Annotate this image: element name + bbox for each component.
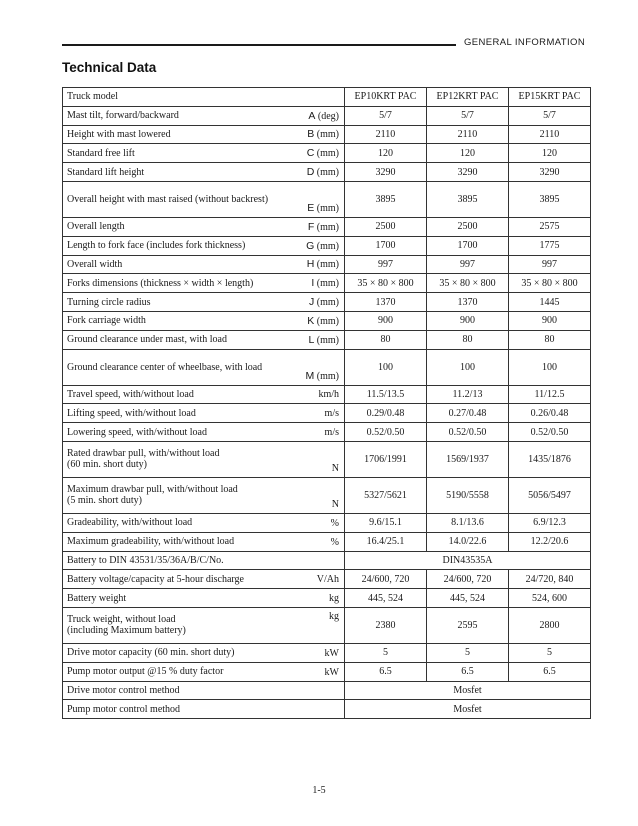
parameter-label: Pump motor control method	[67, 703, 181, 715]
table-row	[63, 532, 591, 551]
parameter-cell	[63, 700, 345, 719]
parameter-cell	[63, 349, 345, 385]
dimension-letter: E	[307, 201, 315, 214]
parameter-cell	[63, 330, 345, 349]
parameter-label: Drive motor control method	[67, 684, 180, 696]
parameter-cell	[63, 385, 345, 404]
value-cell: 24/600, 720	[345, 570, 427, 589]
parameter-cell	[63, 570, 345, 589]
value-cell: 5	[427, 643, 509, 662]
merged-value-cell: Mosfet	[345, 700, 591, 719]
unit-label	[307, 259, 339, 270]
parameter-cell	[63, 274, 345, 293]
parameter-cell	[63, 311, 345, 330]
value-cell: 2500	[345, 217, 427, 236]
value-cell: 2575	[509, 217, 591, 236]
value-cell: 12.2/20.6	[509, 532, 591, 551]
parameter-label: Length to fork face (includes fork thickness)	[67, 240, 246, 252]
parameter-label: (60 min. short duty)	[67, 459, 147, 471]
value-cell: 35 × 80 × 800	[345, 274, 427, 293]
value-cell: 8.1/13.6	[427, 513, 509, 532]
value-cell: 5056/5497	[509, 477, 591, 513]
value-cell: 1706/1991	[345, 441, 427, 477]
value-cell: 5/7	[509, 106, 591, 125]
value-cell: 1569/1937	[427, 441, 509, 477]
table-row	[63, 589, 591, 608]
table-row	[63, 700, 591, 719]
value-cell: 6.9/12.3	[509, 513, 591, 532]
parameter-label: Lifting speed, with/without load	[67, 407, 196, 419]
parameter-cell	[63, 513, 345, 532]
value-cell: 2110	[509, 125, 591, 144]
table-row	[63, 106, 591, 125]
table-row	[63, 607, 591, 643]
parameter-cell	[63, 404, 345, 423]
table-row	[63, 274, 591, 293]
parameter-label: Battery voltage/capacity at 5-hour discharge	[67, 573, 244, 585]
value-cell: 997	[345, 255, 427, 274]
value-cell: 9.6/15.1	[345, 513, 427, 532]
unit-text: m/s	[324, 426, 339, 438]
table-row	[63, 144, 591, 163]
parameter-cell	[63, 163, 345, 182]
unit-label	[325, 408, 339, 419]
parameter-label: Fork carriage width	[67, 315, 146, 327]
table-row	[63, 477, 591, 513]
parameter-label: Standard lift height	[67, 166, 145, 178]
parameter-label: Pump motor output @15 % duty factor	[67, 666, 224, 678]
header-section-title: GENERAL INFORMATION	[464, 37, 586, 48]
value-cell: 900	[509, 311, 591, 330]
table-row	[63, 236, 591, 255]
value-cell: 997	[427, 255, 509, 274]
parameter-label: Travel speed, with/without load	[67, 388, 194, 400]
unit-text: (mm)	[316, 240, 339, 252]
table-row	[63, 441, 591, 477]
parameter-label: Battery to DIN 43531/35/36A/B/C/No.	[67, 554, 224, 566]
parameter-cell	[63, 441, 345, 477]
unit-text: (mm)	[316, 259, 339, 271]
unit-label	[308, 335, 339, 346]
parameter-label: Overall width	[67, 258, 123, 270]
unit-label	[318, 389, 339, 400]
unit-text: N	[331, 462, 339, 474]
unit-text: (mm)	[316, 202, 339, 214]
table-row	[63, 385, 591, 404]
parameter-label: (including Maximum battery)	[67, 625, 186, 637]
value-cell: 0.52/0.50	[427, 423, 509, 442]
unit-label	[325, 667, 339, 678]
unit-label	[308, 222, 339, 233]
value-cell: 5190/5558	[427, 477, 509, 513]
dimension-letter: B	[307, 128, 315, 141]
unit-label	[332, 463, 339, 474]
header-rule	[62, 44, 456, 46]
header-label-cell	[63, 88, 345, 107]
table-row	[63, 551, 591, 570]
value-cell: 35 × 80 × 800	[427, 274, 509, 293]
value-cell: 80	[345, 330, 427, 349]
parameter-label: Ground clearance under mast, with load	[67, 334, 227, 346]
parameter-cell	[63, 181, 345, 217]
table-row	[63, 423, 591, 442]
value-cell: 5/7	[345, 106, 427, 125]
page-number: 1-5	[312, 785, 326, 796]
technical-data-table	[62, 87, 591, 719]
value-cell: 3290	[345, 163, 427, 182]
value-cell: 2800	[509, 607, 591, 643]
value-cell: 11.5/13.5	[345, 385, 427, 404]
value-cell: 80	[509, 330, 591, 349]
unit-text: %	[330, 536, 339, 548]
dimension-letter: F	[307, 220, 315, 233]
merged-value-cell: DIN43535A	[345, 551, 591, 570]
value-cell: 5327/5621	[345, 477, 427, 513]
value-cell: 445, 524	[345, 589, 427, 608]
table-header-row	[63, 88, 591, 107]
unit-label	[331, 537, 339, 548]
unit-text: (mm)	[316, 148, 339, 160]
unit-label	[307, 148, 339, 159]
value-cell: 100	[427, 349, 509, 385]
parameter-label: Height with mast lowered	[67, 128, 171, 140]
value-cell: 445, 524	[427, 589, 509, 608]
unit-text: m/s	[324, 408, 339, 420]
header-model-3: EP15KRT PAC	[509, 88, 591, 107]
unit-text: (mm)	[316, 166, 339, 178]
unit-text: (mm)	[316, 278, 339, 290]
value-cell: 14.0/22.6	[427, 532, 509, 551]
table-row	[63, 217, 591, 236]
unit-label	[325, 427, 339, 438]
unit-text: kg	[329, 592, 339, 604]
header-model-1: EP10KRT PAC	[345, 88, 427, 107]
page-title: Technical Data	[62, 60, 157, 75]
unit-text: (mm)	[316, 370, 339, 382]
dimension-letter: D	[306, 165, 315, 178]
unit-text: N	[331, 498, 339, 510]
unit-label	[329, 611, 339, 622]
value-cell: 6.5	[345, 662, 427, 681]
value-cell: 2380	[345, 607, 427, 643]
value-cell: 1370	[427, 293, 509, 312]
value-cell: 11.2/13	[427, 385, 509, 404]
parameter-cell	[63, 681, 345, 700]
parameter-label: Gradeability, with/without load	[67, 517, 193, 529]
value-cell: 524, 600	[509, 589, 591, 608]
unit-text: (deg)	[317, 110, 339, 122]
value-cell: 2110	[427, 125, 509, 144]
parameter-label: Overall length	[67, 221, 125, 233]
value-cell: 16.4/25.1	[345, 532, 427, 551]
parameter-label: (5 min. short duty)	[67, 495, 142, 507]
unit-label	[317, 574, 339, 585]
parameter-cell	[63, 589, 345, 608]
dimension-letter: L	[308, 333, 315, 346]
parameter-cell	[63, 643, 345, 662]
dimension-letter: G	[306, 239, 315, 252]
unit-label	[332, 499, 339, 510]
value-cell: 120	[509, 144, 591, 163]
parameter-label: Overall height with mast raised (without backrest)	[67, 193, 269, 205]
value-cell: 5	[509, 643, 591, 662]
dimension-letter: I	[311, 277, 315, 290]
merged-value-cell: Mosfet	[345, 681, 591, 700]
unit-label	[306, 241, 339, 252]
unit-text: (mm)	[316, 129, 339, 141]
dimension-letter: C	[306, 147, 315, 160]
unit-label	[311, 278, 339, 289]
value-cell: 1775	[509, 236, 591, 255]
unit-text: %	[330, 517, 339, 529]
value-cell: 1370	[345, 293, 427, 312]
value-cell: 35 × 80 × 800	[509, 274, 591, 293]
value-cell: 120	[427, 144, 509, 163]
table-row	[63, 330, 591, 349]
value-cell: 900	[427, 311, 509, 330]
value-cell: 5/7	[427, 106, 509, 125]
value-cell: 5	[345, 643, 427, 662]
parameter-cell	[63, 532, 345, 551]
table-row	[63, 293, 591, 312]
value-cell: 3895	[427, 181, 509, 217]
parameter-cell	[63, 662, 345, 681]
dimension-letter: K	[307, 314, 315, 327]
unit-text: kg	[329, 610, 339, 622]
value-cell: 2110	[345, 125, 427, 144]
value-cell: 6.5	[427, 662, 509, 681]
parameter-label: Maximum gradeability, with/without load	[67, 536, 235, 548]
value-cell: 100	[509, 349, 591, 385]
table-row	[63, 349, 591, 385]
value-cell: 3895	[509, 181, 591, 217]
unit-label	[307, 203, 339, 214]
header-model-2: EP12KRT PAC	[427, 88, 509, 107]
parameter-cell	[63, 551, 345, 570]
unit-label	[307, 129, 339, 140]
value-cell: 0.52/0.50	[345, 423, 427, 442]
unit-text: (mm)	[316, 315, 339, 327]
value-cell: 3290	[509, 163, 591, 182]
unit-text: (mm)	[316, 334, 339, 346]
table-row	[63, 513, 591, 532]
value-cell: 0.29/0.48	[345, 404, 427, 423]
unit-text: (mm)	[316, 221, 339, 233]
value-cell: 2500	[427, 217, 509, 236]
table-row	[63, 404, 591, 423]
value-cell: 24/720, 840	[509, 570, 591, 589]
parameter-label: Standard free lift	[67, 147, 135, 159]
parameter-label: Rated drawbar pull, with/without load	[67, 448, 220, 460]
parameter-cell	[63, 125, 345, 144]
parameter-cell	[63, 217, 345, 236]
table-row	[63, 181, 591, 217]
value-cell: 997	[509, 255, 591, 274]
table-row	[63, 681, 591, 700]
unit-label	[308, 111, 339, 122]
dimension-letter: A	[308, 109, 316, 122]
parameter-label: Forks dimensions (thickness × width × length)	[67, 277, 254, 289]
value-cell: 2595	[427, 607, 509, 643]
parameter-cell	[63, 293, 345, 312]
value-cell: 0.26/0.48	[509, 404, 591, 423]
parameter-cell	[63, 423, 345, 442]
value-cell: 1445	[509, 293, 591, 312]
parameter-cell	[63, 106, 345, 125]
table-row	[63, 125, 591, 144]
dimension-letter: J	[309, 295, 315, 308]
unit-label	[329, 593, 339, 604]
table-row	[63, 311, 591, 330]
value-cell: 11/12.5	[509, 385, 591, 404]
table-row	[63, 662, 591, 681]
value-cell: 1435/1876	[509, 441, 591, 477]
table-row	[63, 643, 591, 662]
value-cell: 6.5	[509, 662, 591, 681]
parameter-cell	[63, 236, 345, 255]
unit-label	[307, 316, 339, 327]
parameter-label: Truck weight, without load	[67, 614, 176, 626]
unit-text: (mm)	[316, 296, 339, 308]
technical-data-table-body	[63, 88, 591, 719]
parameter-label: Battery weight	[67, 592, 127, 604]
dimension-letter: M	[305, 369, 315, 382]
unit-text: kW	[324, 666, 339, 678]
table-row	[63, 163, 591, 182]
header-label: Truck model	[67, 91, 119, 103]
value-cell: 3895	[345, 181, 427, 217]
parameter-cell	[63, 477, 345, 513]
unit-label	[331, 518, 339, 529]
unit-label	[307, 167, 339, 178]
value-cell: 900	[345, 311, 427, 330]
parameter-label: Lowering speed, with/without load	[67, 426, 207, 438]
table-row	[63, 570, 591, 589]
unit-label	[306, 371, 339, 382]
parameter-label: Ground clearance center of wheelbase, with load	[67, 361, 263, 373]
parameter-cell	[63, 144, 345, 163]
value-cell: 80	[427, 330, 509, 349]
value-cell: 0.27/0.48	[427, 404, 509, 423]
dimension-letter: H	[306, 258, 315, 271]
value-cell: 100	[345, 349, 427, 385]
unit-text: kW	[324, 647, 339, 659]
unit-text: km/h	[318, 389, 339, 401]
value-cell: 1700	[427, 236, 509, 255]
unit-label	[309, 297, 339, 308]
parameter-label: Drive motor capacity (60 min. short duty)	[67, 647, 235, 659]
value-cell: 24/600, 720	[427, 570, 509, 589]
unit-text: V/Ah	[316, 574, 339, 586]
parameter-cell	[63, 255, 345, 274]
parameter-label: Mast tilt, forward/backward	[67, 110, 179, 122]
value-cell: 120	[345, 144, 427, 163]
unit-label	[325, 648, 339, 659]
value-cell: 1700	[345, 236, 427, 255]
value-cell: 3290	[427, 163, 509, 182]
parameter-label: Turning circle radius	[67, 296, 151, 308]
value-cell: 0.52/0.50	[509, 423, 591, 442]
parameter-label: Maximum drawbar pull, with/without load	[67, 484, 238, 496]
parameter-cell	[63, 607, 345, 643]
table-row	[63, 255, 591, 274]
